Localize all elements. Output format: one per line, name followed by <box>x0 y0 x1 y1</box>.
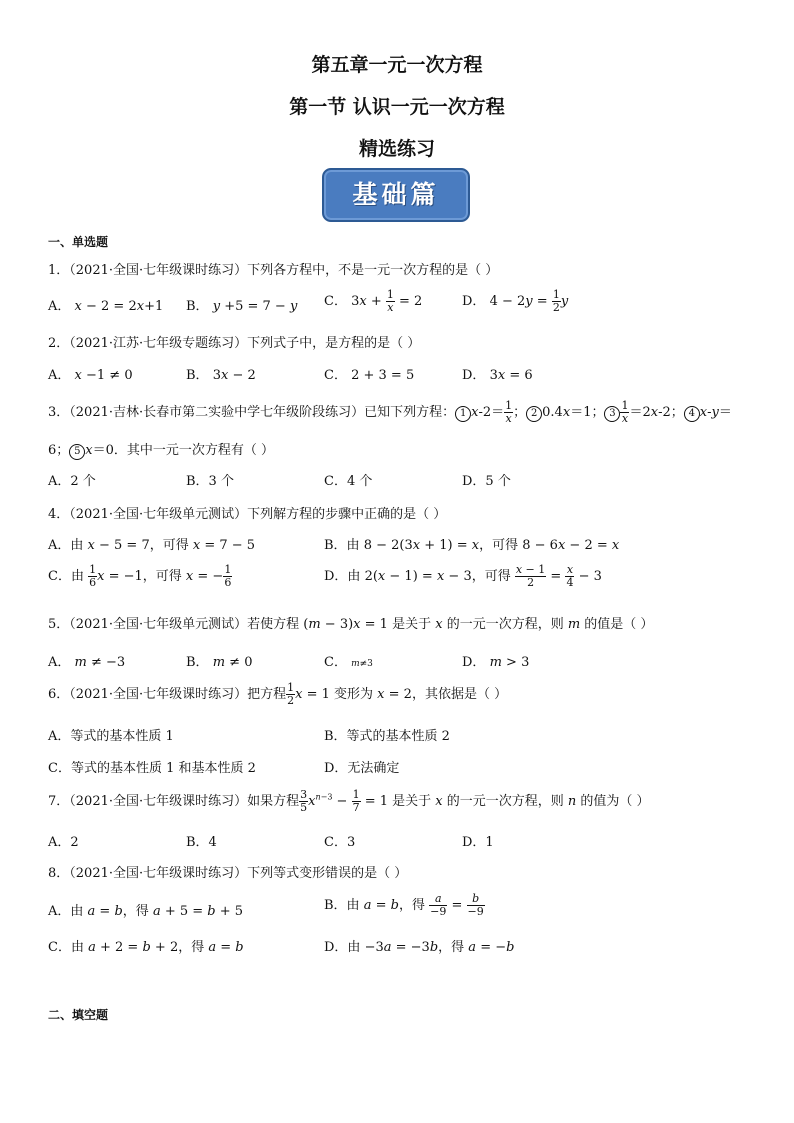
option-c: C．4 个 <box>324 474 373 489</box>
option-c: C．3 <box>324 835 356 850</box>
option-b: B．等式的基本性质 2 <box>324 729 450 744</box>
option-b: B．4 <box>186 835 217 850</box>
option-d: D．5 个 <box>462 474 511 489</box>
section-heading-single-choice: 一、单选题 <box>48 235 109 249</box>
section-heading-fill-blank: 二、填空题 <box>48 1008 109 1022</box>
option-b: B．3 个 <box>186 474 234 489</box>
chapter-title: 第五章一元一次方程 <box>311 54 483 76</box>
option-d: D． m > 3 <box>462 655 530 670</box>
question-stem: 6．（2021·全国·七年级课时练习）把方程 $\frac{1}{2}$ x = 1 变形为 x = 2，其依据是（ ） <box>48 681 508 707</box>
question-stem: 2．（2021·江苏·七年级专题练习）下列式子中，是方程的是（ ） <box>48 336 421 351</box>
option-c: C．等式的基本性质 1 和基本性质 2 <box>48 761 256 776</box>
option-d: D． 4 − 2y = $\frac{1}{2}$ y <box>462 288 569 314</box>
option-a: A． x −1 ≠ 0 <box>48 368 133 383</box>
option-b: B．由 a = b，得 $\frac{a}{-9}$ = $\frac{b}{-9}$ <box>324 892 484 918</box>
option-b: B． 3x − 2 <box>186 368 256 383</box>
question-stem: 3．（2021·吉林·长春市第二实验中学七年级阶段练习）已知下列方程： 1 x-2＝ $\frac{1}{x}$ ； 2 0.4x＝1； 3 $\frac{1}{x}$ ＝2x-2； 4 x-y＝ <box>48 399 732 425</box>
question-stem: 5．（2021·全国·七年级单元测试）若使方程 (m − 3)x = 1 是关于 x 的一元一次方程，则 m 的值是（ ） <box>48 617 654 632</box>
option-b: B． y +5 = 7 − y <box>186 299 298 314</box>
question-stem: 7．（2021·全国·七年级课时练习）如果方程 $\frac{3}{5}$ $x^{n-3}$ − $\frac{1}{7}$ = 1 是关于 x 的一元一次方程，则 n 的值为（ ） <box>48 788 650 814</box>
option-a: A．由 x − 5 = 7，可得 x = 7 − 5 <box>48 538 256 553</box>
option-d: D．1 <box>462 835 494 850</box>
question-stem: 1．（2021·全国·七年级课时练习）下列各方程中，不是一元一次方程的是（ ） <box>48 263 499 278</box>
section-title: 第一节 认识一元一次方程 <box>289 96 505 118</box>
option-a: A．2 <box>48 835 79 850</box>
option-b: B．由 8 − 2(3x + 1) = x，可得 8 − 6x − 2 = x <box>324 538 620 553</box>
option-a: A．2 个 <box>48 474 96 489</box>
option-a: A． x − 2 = 2x+1 <box>48 299 164 314</box>
option-b: B． m ≠ 0 <box>186 655 253 670</box>
option-c: C．由 a + 2 = b + 2，得 a = b <box>48 940 244 955</box>
option-c: C． 2 + 3 = 5 <box>324 368 415 383</box>
option-d: D． 3x = 6 <box>462 368 533 383</box>
option-d: D．由 2(x − 1) = x − 3，可得 $\frac{x - 1}{2}$ = $\frac{x}{4}$ − 3 <box>324 563 602 589</box>
option-d: D．由 −3a = −3b，得 a = −b <box>324 940 515 955</box>
option-d: D．无法确定 <box>324 761 400 776</box>
question-stem: 8．（2021·全国·七年级课时练习）下列等式变形错误的是（ ） <box>48 866 408 881</box>
question-stem-continued: 6； 5 x＝0．其中一元一次方程有（ ） <box>48 443 275 458</box>
subtitle: 精选练习 <box>358 138 435 160</box>
level-banner: 基础篇 <box>322 168 470 222</box>
option-c: C． m≠3 <box>324 655 373 670</box>
option-a: A． m ≠ −3 <box>48 655 126 670</box>
option-a: A．等式的基本性质 1 <box>48 729 174 744</box>
option-c: C． 3x + $\frac{1}{x}$ = 2 <box>324 288 423 314</box>
option-a: A．由 a = b，得 a + 5 = b + 5 <box>48 904 244 919</box>
question-stem: 4．（2021·全国·七年级单元测试）下列解方程的步骤中正确的是（ ） <box>48 507 447 522</box>
option-c: C．由 $\frac{1}{6}$ x = −1，可得 x = − $\frac{1}{6}$ <box>48 563 232 589</box>
